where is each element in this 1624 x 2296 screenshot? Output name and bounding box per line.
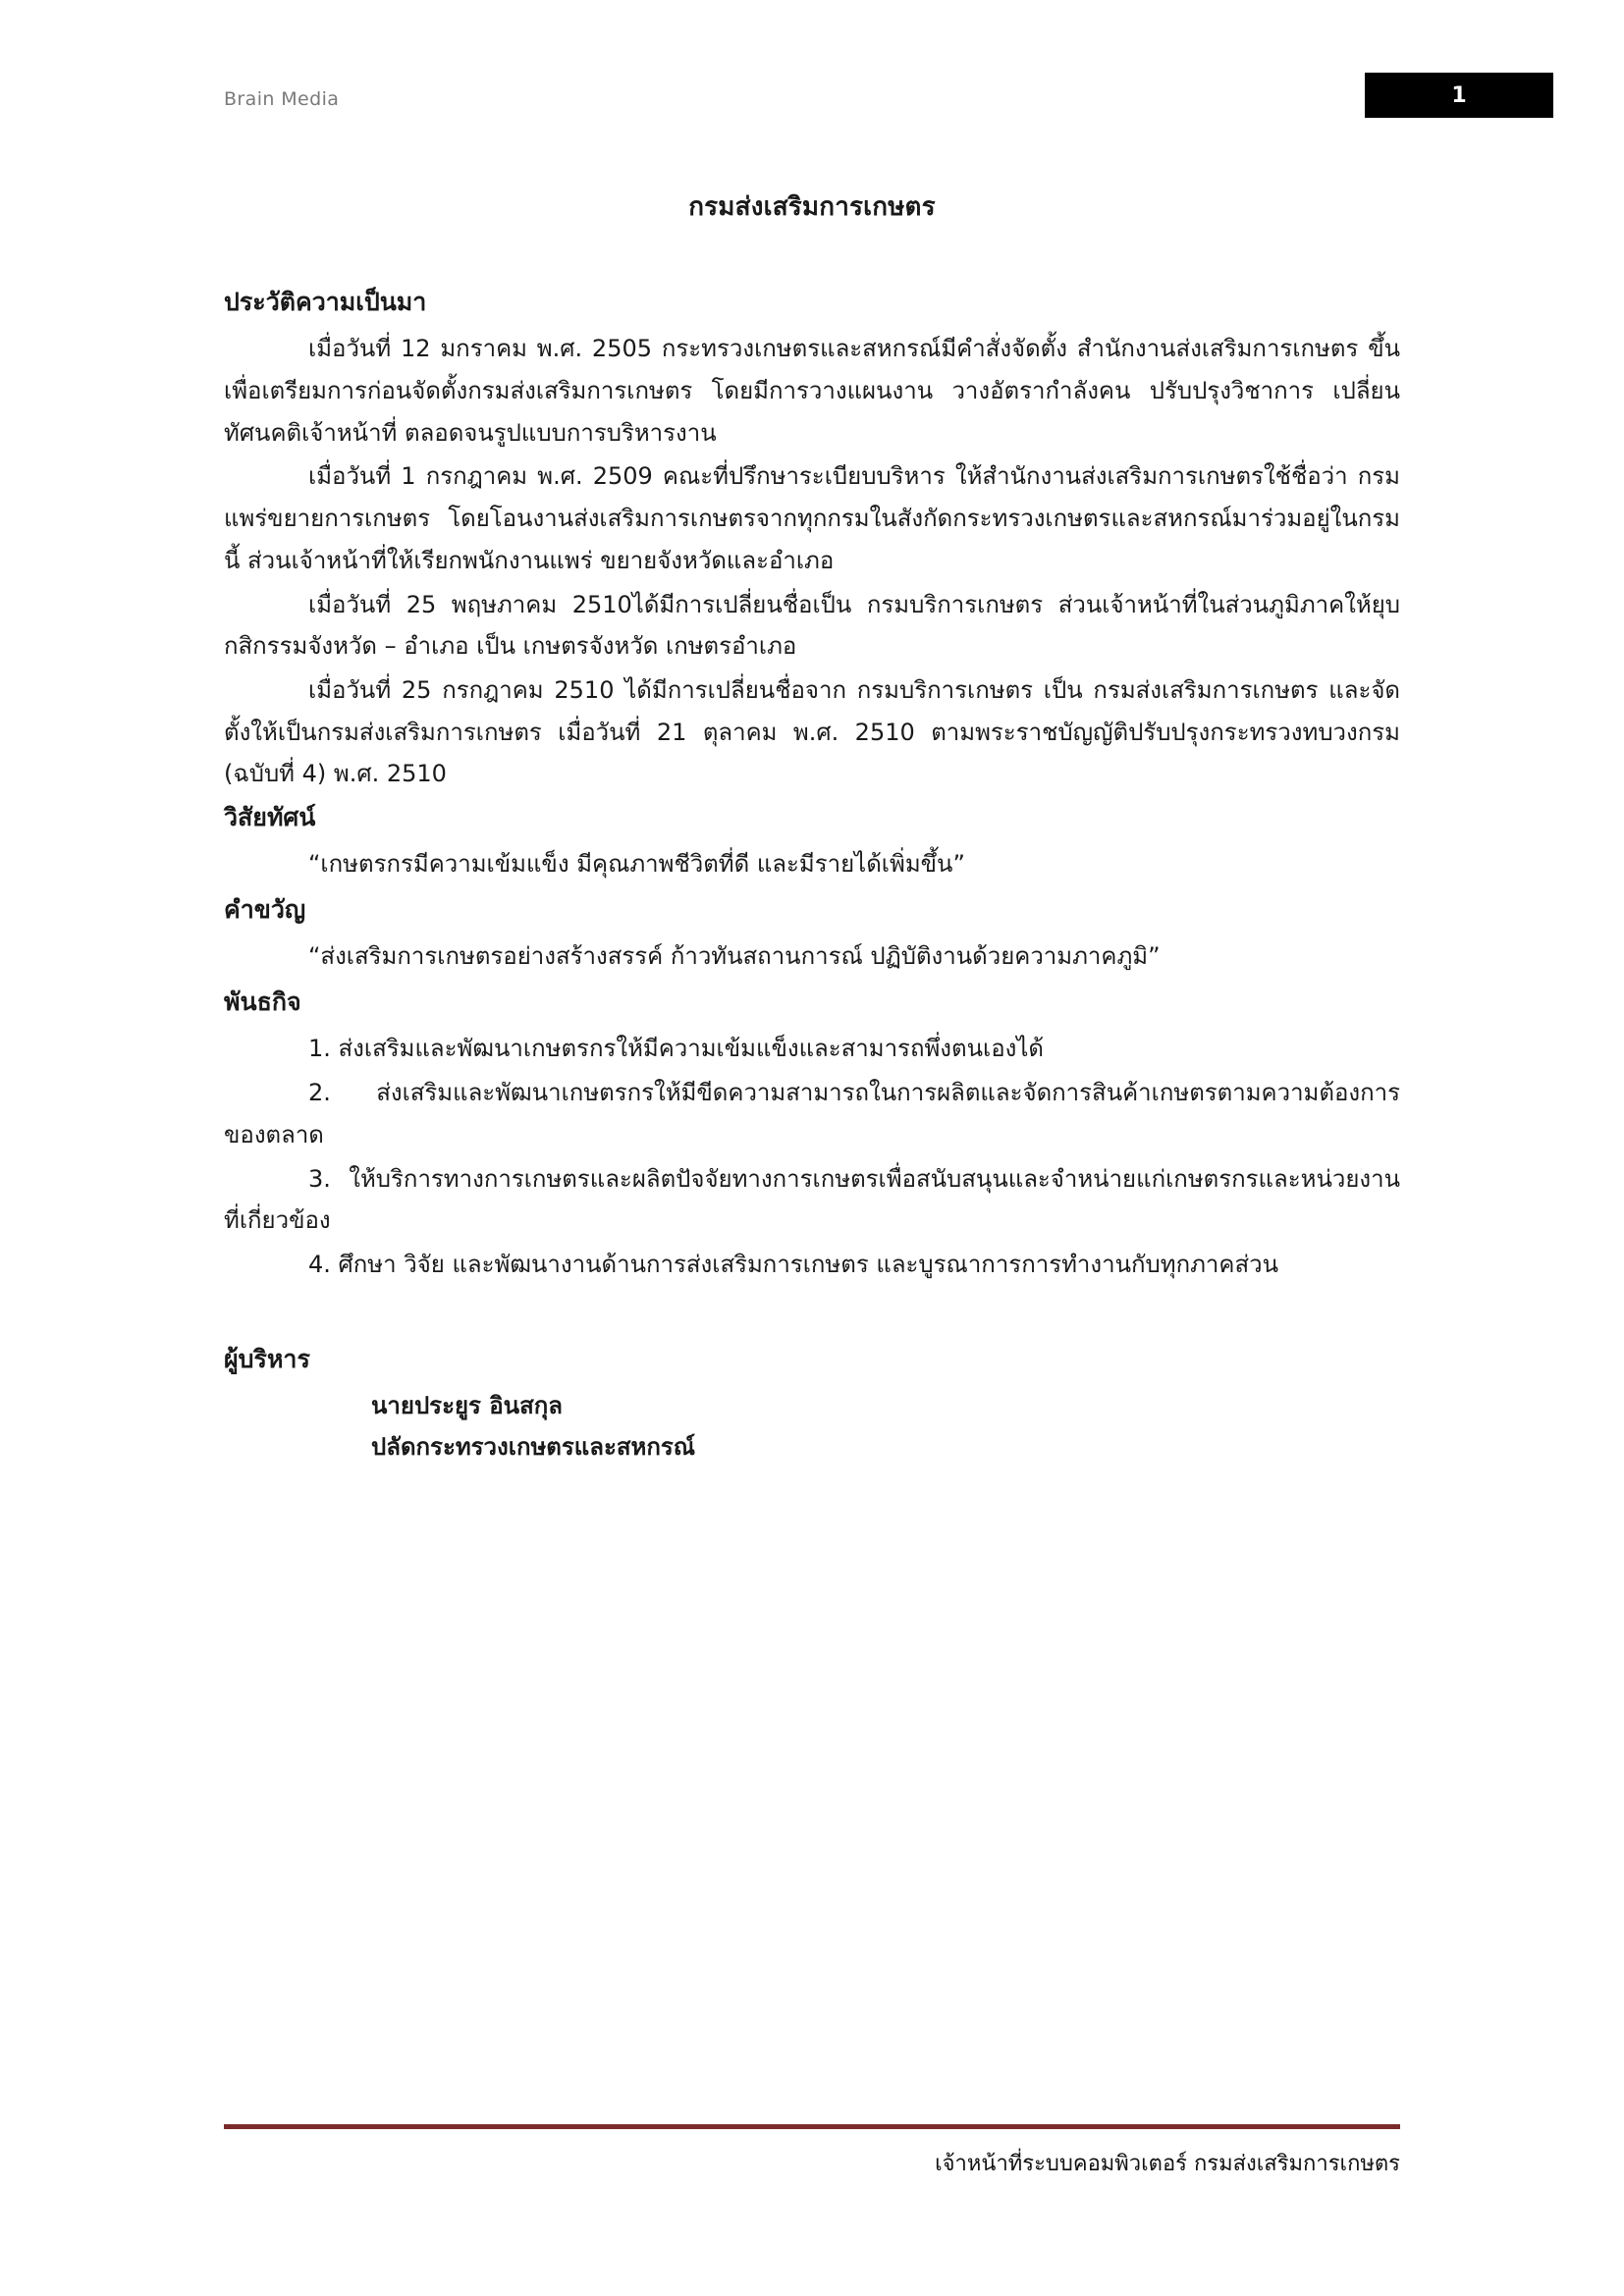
page-header: [0, 77, 1624, 135]
page-title: กรมส่งเสริมการเกษตร: [688, 192, 936, 222]
history-paragraph: เมื่อวันที่ 1 กรกฎาคม พ.ศ. 2509 คณะที่ปรึกษาระเบียบบริหาร ให้สำนักงานส่งเสริมการเกษตรใช้ชื่อว่า กรมแพร่ขยายการเกษตร โดยโอนงานส่งเสริมการเกษตรจากทุกกรมในสังกัดกระทรวงเกษตรและสหกรณ์มาร่วมอยู่ในกรมนี้ ส่วนเจ้าหน้าที่ให้เรียกพนักงานแพร่ ขยายจังหวัดและอำเภอ: [224, 462, 1400, 574]
spacer: [224, 1288, 1400, 1339]
mission-item: 4. ศึกษา วิจัย และพัฒนางานด้านการส่งเสริมการเกษตร และบูรณาการการทำงานกับทุกภาคส่วน: [308, 1250, 1278, 1278]
mission-item: 2. ส่งเสริมและพัฒนาเกษตรกรให้มีขีดความสามารถในการผลิตและจัดการสินค้าเกษตรตามความต้องการของตลาด: [224, 1079, 1400, 1148]
section-heading-history: ประวัติความเป็นมา: [224, 288, 427, 316]
section-heading-vision: วิสัยทัศน์: [224, 803, 316, 832]
executive-block: [224, 1385, 1400, 1468]
history-paragraph: เมื่อวันที่ 25 กรกฎาคม 2510 ได้มีการเปลี่ยนชื่อจาก กรมบริการเกษตร เป็น กรมส่งเสริมการเกษตร และจัดตั้งให้เป็นกรมส่งเสริมการเกษตร เมื่อวันที่ 21 ตุลาคม พ.ศ. 2510 ตามพระราชบัญญัติปรับปรุงกระทรวงทบวงกรม (ฉบับที่ 4) พ.ศ. 2510: [224, 676, 1400, 788]
section-heading-motto: คำขวัญ: [224, 895, 306, 925]
executive-name: นายประยูร อินสกุล: [371, 1391, 563, 1419]
executive-position: ปลัดกระทรวงเกษตรและสหกรณ์: [371, 1432, 695, 1461]
footer-divider: [224, 2124, 1400, 2129]
mission-item: 1. ส่งเสริมและพัฒนาเกษตรกรให้มีความเข้มแข็งและสามารถพึ่งตนเองได้: [308, 1035, 1045, 1063]
document-body: [224, 187, 1400, 1468]
section-heading-mission: พันธกิจ: [224, 988, 301, 1017]
footer-text: เจ้าหน้าที่ระบบคอมพิวเตอร์ กรมส่งเสริมการเกษตร: [935, 2152, 1400, 2176]
mission-item: 3. ให้บริการทางการเกษตรและผลิตปัจจัยทางการเกษตรเพื่อสนับสนุนและจำหน่ายแก่เกษตรกรและหน่วยงานที่เกี่ยวข้อง: [224, 1164, 1400, 1235]
brand-label: Brain Media: [224, 88, 340, 110]
page-number-badge: 1: [1365, 73, 1553, 118]
history-paragraph: เมื่อวันที่ 12 มกราคม พ.ศ. 2505 กระทรวงเกษตรและสหกรณ์มีคำสั่งจัดตั้ง สำนักงานส่งเสริมการเกษตร ขึ้น เพื่อเตรียมการก่อนจัดตั้งกรมส่งเสริมการเกษตร โดยมีการวางแผนงาน วางอัตรากำลังคน ปรับปรุงวิชาการ เปลี่ยนทัศนคติเจ้าหน้าที่ ตลอดจนรูปแบบการบริหารงาน: [224, 335, 1400, 447]
section-heading-executive: ผู้บริหาร: [224, 1344, 310, 1373]
history-paragraph: เมื่อวันที่ 25 พฤษภาคม 2510ได้มีการเปลี่ยนชื่อเป็น กรมบริการเกษตร ส่วนเจ้าหน้าที่ในส่วนภูมิภาคให้ยุบกสิกรรมจังหวัด – อำเภอ เป็น เกษตรจังหวัด เกษตรอำเภอ: [224, 590, 1400, 661]
motto-text: “ส่งเสริมการเกษตรอย่างสร้างสรรค์ ก้าวทันสถานการณ์ ปฏิบัติงานด้วยความภาคภูมิ”: [308, 942, 1161, 971]
vision-text: “เกษตรกรมีความเข้มแข็ง มีคุณภาพชีวิตที่ดี และมีรายได้เพิ่มขึ้น”: [308, 850, 965, 879]
